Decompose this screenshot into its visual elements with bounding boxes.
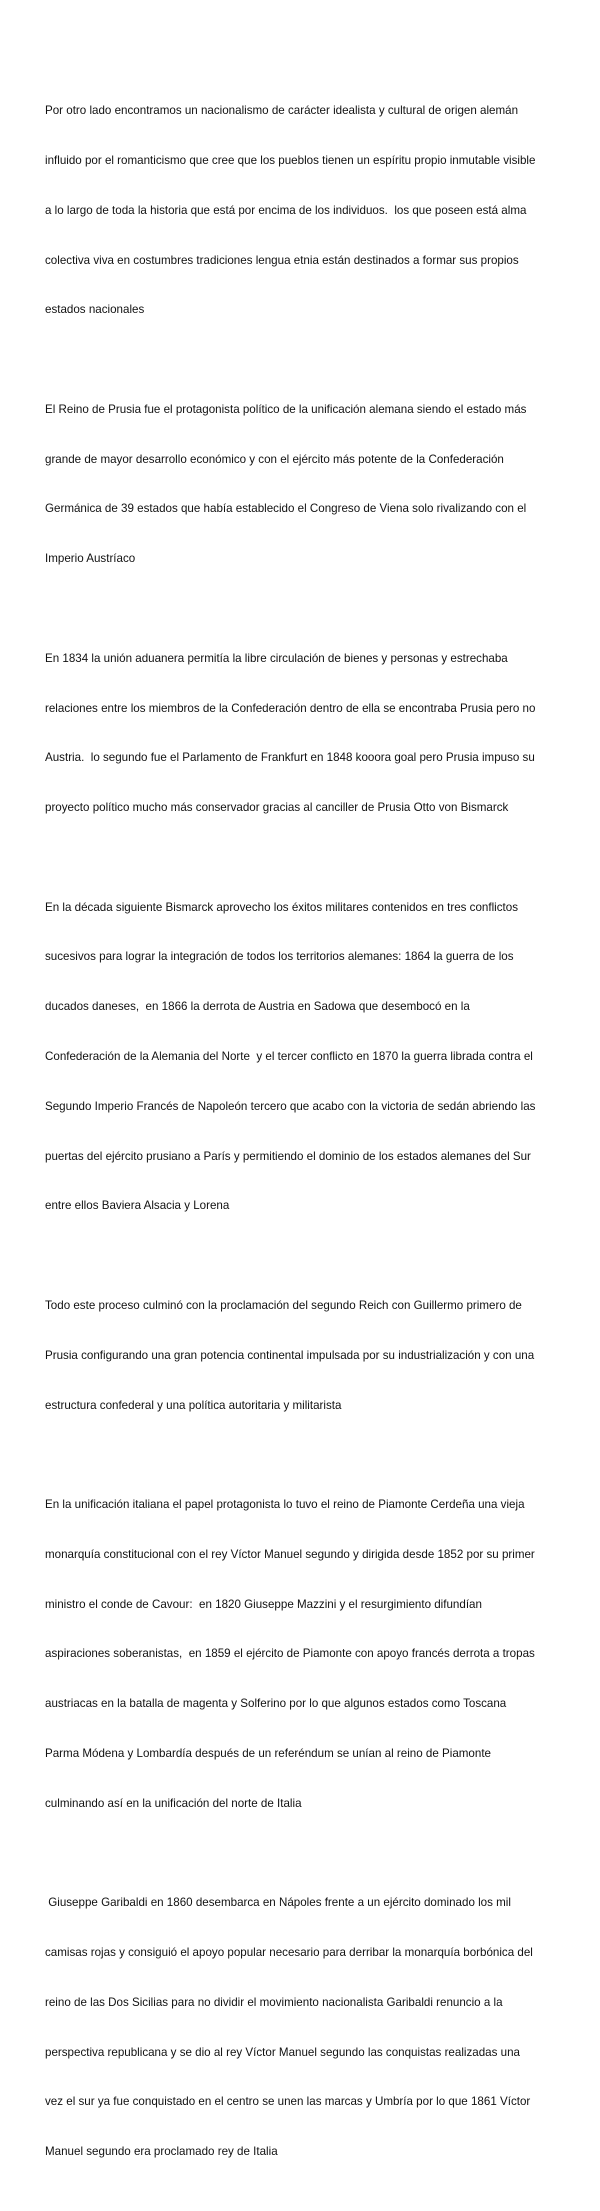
text-line: Prusia configurando una gran potencia continental impulsada por su industrialización y con una [45,1348,535,1362]
text-line: perspectiva republicana y se dio al rey Víctor Manuel segundo las conquistas realizadas una [45,2045,520,2059]
text-line: El Reino de Prusia fue el protagonista político de la unificación alemana siendo el estado más [45,402,527,416]
paragraph-bismarck [45,867,560,1249]
text-line: relaciones entre los miembros de la Confederación dentro de ella se encontraba Prusia pero no [45,701,536,715]
paragraph-segundo-reich [45,1265,560,1448]
text-line: En la unificación italiana el papel protagonista lo tuvo el reino de Piamonte Cerdeña una vieja [45,1498,525,1512]
text-line: aspiraciones soberanistas, en 1859 el ejército de Piamonte con apoyo francés derrota a tropas [45,1647,535,1661]
text-line: Germánica de 39 estados que había establecido el Congreso de Viena solo rivalizando con el [45,502,527,516]
text-line: puertas del ejército prusiano a París y permitiendo el dominio de los estados alemanes del Sur [45,1149,531,1163]
text-line: sucesivos para lograr la integración de todos los territorios alemanes: 1864 la guerra de los [45,950,514,964]
text-line: monarquía constitucional con el rey Víctor Manuel segundo y dirigida desde 1852 por su primer [45,1547,535,1561]
text-line: Manuel segundo era proclamado rey de Italia [45,2145,278,2159]
text-line: colectiva viva en costumbres tradiciones lengua etnia están destinados a formar sus propios [45,253,519,267]
paragraph-unificacion-italiana [45,1464,560,1846]
paragraph-nacionalismo-aleman [45,70,560,352]
text-line: grande de mayor desarrollo económico y con el ejército más potente de la Confederación [45,452,504,466]
text-line: Segundo Imperio Francés de Napoleón tercero que acabo con la victoria de sedán abriendo las [45,1099,536,1113]
text-line: reino de las Dos Sicilias para no dividir el movimiento nacionalista Garibaldi renuncio a la [45,1995,503,2009]
text-line: entre ellos Baviera Alsacia y Lorena [45,1199,230,1213]
paragraph-reino-prusia [45,369,560,601]
text-line: estructura confederal y una política autoritaria y militarista [45,1398,342,1412]
text-line: Parma Módena y Lombardía después de un referéndum se unían al reino de Piamonte [45,1746,491,1760]
text-line: ducados daneses, en 1866 la derrota de Austria en Sadowa que desembocó en la [45,1000,470,1014]
text-line: estados nacionales [45,303,145,317]
text-line: Giuseppe Garibaldi en 1860 desembarca en Nápoles frente a un ejército dominado los mil [45,1896,511,1910]
text-line: ministro el conde de Cavour: en 1820 Giuseppe Mazzini y el resurgimiento difundían [45,1597,482,1611]
text-line: Austria. lo segundo fue el Parlamento de Frankfurt en 1848 kooora goal pero Prusia impuso su [45,751,535,765]
text-line: camisas rojas y consiguió el apoyo popular necesario para derribar la monarquía borbónica del [45,1946,533,1960]
text-line: culminando así en la unificación del norte de Italia [45,1796,302,1810]
paragraph-garibaldi [45,1862,560,2194]
text-line: proyecto político mucho más conservador gracias al canciller de Prusia Otto von Bismarck [45,801,509,815]
text-line: Imperio Austríaco [45,552,136,566]
paragraph-union-aduanera [45,618,560,850]
text-line: vez el sur ya fue conquistado en el centro se unen las marcas y Umbría por lo que 1861 Víctor [45,2095,531,2109]
text-line: Todo este proceso culminó con la proclamación del segundo Reich con Guillermo primero de [45,1298,522,1312]
text-line: Por otro lado encontramos un nacionalismo de carácter idealista y cultural de origen alemán [45,104,519,118]
text-line: En la década siguiente Bismarck aprovecho los éxitos militares contenidos en tres conflictos [45,900,519,914]
text-line: a lo largo de toda la historia que está por encima de los individuos. los que poseen está alma [45,203,527,217]
text-line: Confederación de la Alemania del Norte y el tercer conflicto en 1870 la guerra librada contra el [45,1050,533,1064]
document-body [45,70,560,2211]
text-line: En 1834 la unión aduanera permitía la libre circulación de bienes y personas y estrechaba [45,651,508,665]
text-line: austriacas en la batalla de magenta y Solferino por lo que algunos estados como Toscana [45,1697,507,1711]
text-line: influido por el romanticismo que cree que los pueblos tienen un espíritu propio inmutable visible [45,153,536,167]
